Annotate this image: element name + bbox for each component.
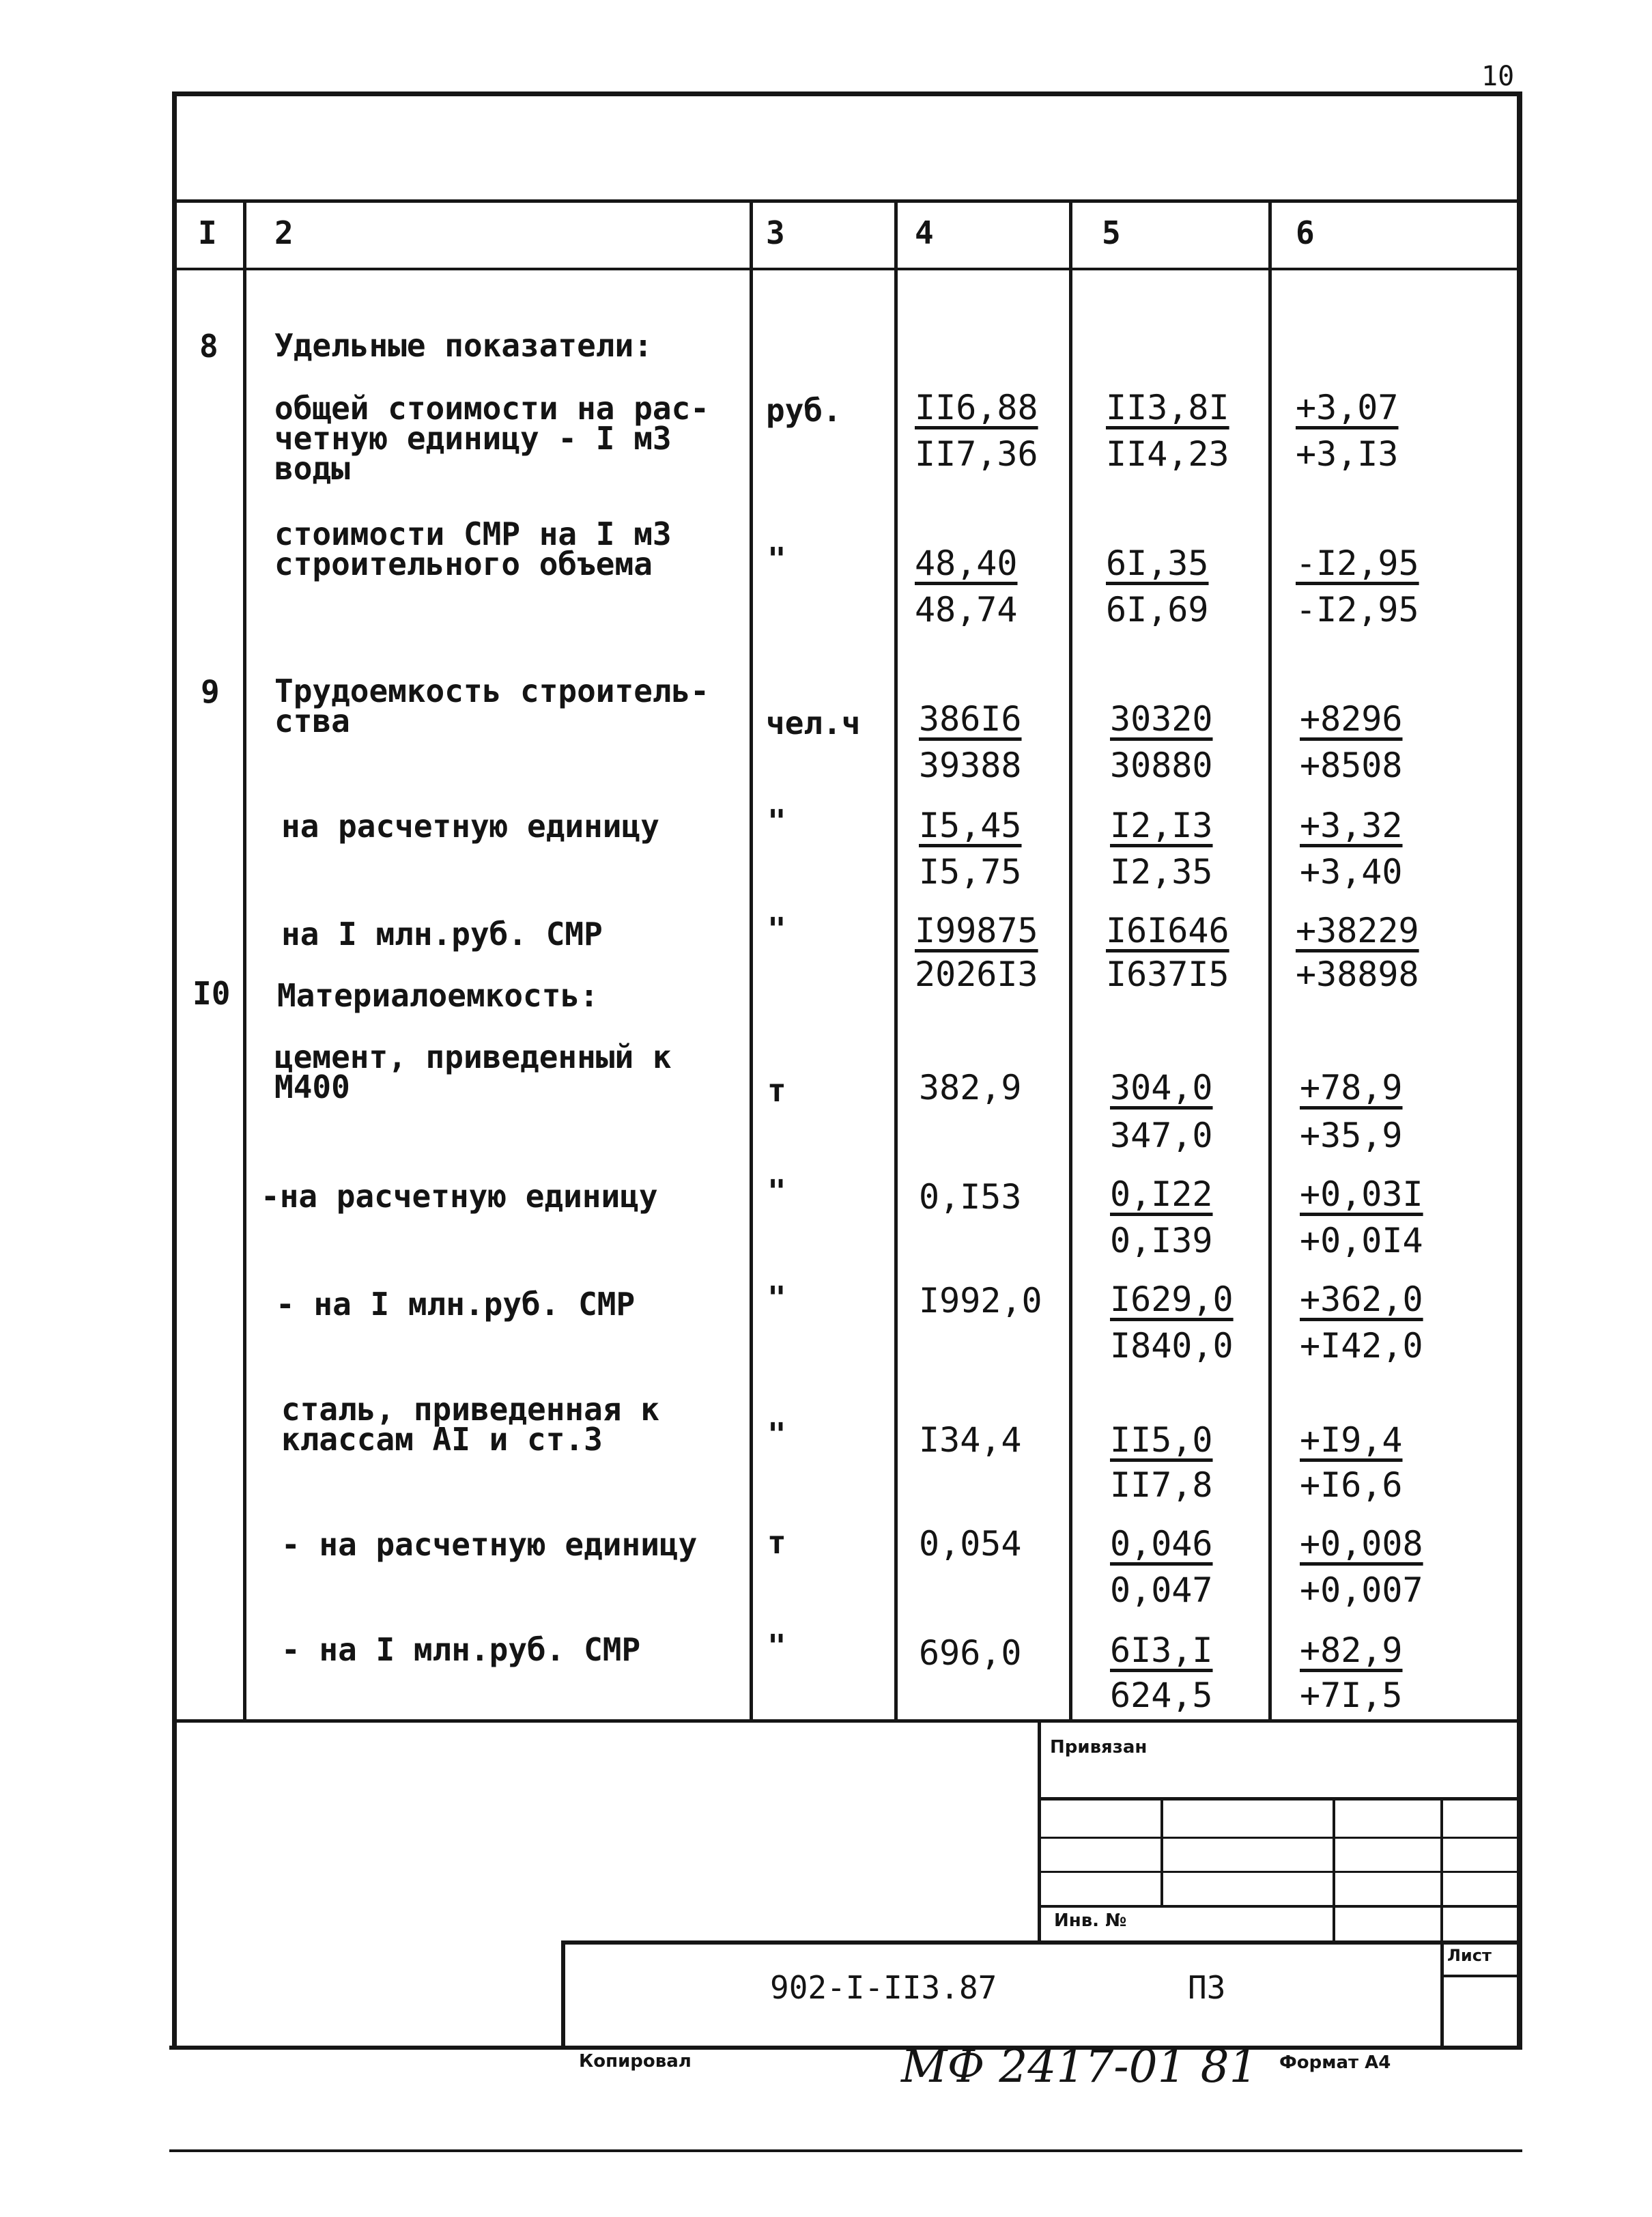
row-unit: чел.ч xyxy=(766,705,861,742)
value-col6-top: +3,32 xyxy=(1300,806,1403,845)
row-unit: " xyxy=(767,541,786,578)
value-col6-bottom: +8508 xyxy=(1300,746,1403,785)
value-col6-bottom: +I6,6 xyxy=(1300,1465,1403,1505)
stamp-list-hline xyxy=(1440,1975,1522,1977)
row-unit: " xyxy=(767,1280,786,1316)
value-col6-top: +362,0 xyxy=(1300,1280,1423,1319)
value-col5-top: 6I,35 xyxy=(1106,543,1209,583)
value-col5-top: 304,0 xyxy=(1110,1068,1213,1107)
value-col6-bottom: +0,007 xyxy=(1300,1570,1423,1610)
row-label-steel-per-unit: - на расчетную единицу xyxy=(281,1526,698,1563)
row-number-9: 9 xyxy=(201,673,220,710)
col-sep-2 xyxy=(750,199,753,1722)
col-sep-4 xyxy=(1069,199,1072,1722)
row-label-cmr-cost: стоимости СМР на I м3 строительного объема xyxy=(274,516,672,582)
row-label-labor-intensity: Трудоемкость строитель- ства xyxy=(274,673,709,739)
value-col4-bottom: 39388 xyxy=(919,746,1022,785)
value-col4-top: 48,40 xyxy=(915,543,1018,583)
row-unit: " xyxy=(767,1628,786,1665)
value-col5-bottom: I840,0 xyxy=(1110,1326,1234,1366)
value-col5-bottom: 624,5 xyxy=(1110,1676,1213,1715)
value-col4-top: 382,9 xyxy=(919,1068,1022,1107)
value-col6-bottom: +3,40 xyxy=(1300,852,1403,892)
value-col4-bottom: II7,36 xyxy=(915,434,1038,474)
handwritten-registration-number: МФ 2417-01 81 xyxy=(901,2040,1258,2093)
value-col4-top: 0,I53 xyxy=(919,1177,1022,1217)
value-col6-top: +78,9 xyxy=(1300,1068,1403,1107)
page-number: 10 xyxy=(1481,63,1515,90)
row-number-8: 8 xyxy=(199,328,218,365)
row-label-total-cost: общей стоимости на рас- четную единицу - I м3 воды xyxy=(274,390,709,487)
col-header-3: 3 xyxy=(766,214,785,251)
frame-right-border xyxy=(1517,91,1522,2050)
value-col5-top: I2,I3 xyxy=(1110,806,1213,845)
value-col6-bottom: +I42,0 xyxy=(1300,1326,1423,1366)
stamp-main-top-line xyxy=(561,1940,1522,1945)
value-col5-bottom: II4,23 xyxy=(1106,434,1229,474)
header-bottom-line xyxy=(172,268,1522,270)
stamp-inv-no-label: Инв. № xyxy=(1054,1910,1127,1931)
value-col6-top: +8296 xyxy=(1300,699,1403,739)
value-col4-top: 386I6 xyxy=(919,699,1022,739)
col-header-6: 6 xyxy=(1296,214,1315,251)
value-col4-top: I34,4 xyxy=(919,1420,1022,1460)
value-col5-top: 0,I22 xyxy=(1110,1174,1213,1214)
frame-top-border xyxy=(172,91,1522,96)
value-col5-top: 6I3,I xyxy=(1110,1630,1213,1670)
value-col6-top: +3,07 xyxy=(1296,388,1399,427)
row-label-cement-per-unit: -на расчетную единицу xyxy=(261,1178,658,1215)
value-col6-bottom: +35,9 xyxy=(1300,1116,1403,1155)
value-col5-top: 30320 xyxy=(1110,699,1213,739)
value-col5-top: II5,0 xyxy=(1110,1420,1213,1460)
value-col6-top: +0,03I xyxy=(1300,1174,1423,1214)
value-col5-bottom: 347,0 xyxy=(1110,1116,1213,1155)
stamp-grid-line xyxy=(1038,1871,1522,1873)
value-col6-bottom: +38898 xyxy=(1296,955,1419,994)
row-label-material-intensity: Материалоемкость: xyxy=(277,977,599,1014)
bottom-trim-line xyxy=(169,2149,1522,2152)
row-unit: " xyxy=(767,911,786,948)
value-col4-top: I5,45 xyxy=(919,806,1022,845)
value-col6-bottom: -I2,95 xyxy=(1296,590,1419,630)
value-col4-top: 696,0 xyxy=(919,1633,1022,1673)
row-label-per-unit: на расчетную единицу xyxy=(281,808,659,845)
table-bottom-line xyxy=(172,1719,1522,1723)
value-col5-bottom: I637I5 xyxy=(1106,955,1229,994)
row-unit: " xyxy=(767,1416,786,1453)
value-col6-bottom: +0,0I4 xyxy=(1300,1221,1423,1260)
stamp-privyazan-label: Привязан xyxy=(1050,1737,1148,1757)
col-header-1: I xyxy=(198,214,217,251)
row-label-steel: сталь, приведенная к классам АI и ст.3 xyxy=(281,1391,659,1458)
row-unit: т xyxy=(767,1072,786,1109)
stamp-grid-line xyxy=(1038,1905,1522,1908)
stamp-grid-line xyxy=(1038,1797,1522,1801)
value-col5-top: II3,8I xyxy=(1106,388,1229,427)
stamp-grid-line xyxy=(1038,1837,1522,1839)
value-col6-bottom: +3,I3 xyxy=(1296,434,1399,474)
row-number-10: I0 xyxy=(193,975,231,1012)
value-col4-top: I99875 xyxy=(915,911,1038,950)
value-col5-bottom: 0,I39 xyxy=(1110,1221,1213,1260)
stamp-main-left-line xyxy=(561,1940,565,2050)
row-unit: " xyxy=(767,1173,786,1210)
value-col5-bottom: 6I,69 xyxy=(1106,590,1209,630)
col-sep-5 xyxy=(1268,199,1272,1722)
value-col6-top: -I2,95 xyxy=(1296,543,1419,583)
col-header-4: 4 xyxy=(915,214,934,251)
format-label: Формат А4 xyxy=(1279,2052,1391,2073)
row-label-steel-per-million: - на I млн.руб. СМР xyxy=(281,1631,641,1668)
stamp-left-border xyxy=(1038,1719,1041,1945)
value-col5-bottom: II7,8 xyxy=(1110,1465,1213,1505)
stamp-grid-vline xyxy=(1333,1797,1335,1945)
stamp-grid-vline xyxy=(1440,1797,1443,1945)
value-col6-top: +82,9 xyxy=(1300,1630,1403,1670)
value-col5-top: I629,0 xyxy=(1110,1280,1234,1319)
value-col4-top: 0,054 xyxy=(919,1524,1022,1564)
row-unit: руб. xyxy=(766,392,842,429)
value-col6-top: +0,008 xyxy=(1300,1524,1423,1564)
col-sep-1 xyxy=(243,199,246,1722)
document-section: ПЗ xyxy=(1188,1969,1226,2006)
value-col4-bottom: 2026I3 xyxy=(915,955,1038,994)
frame-left-border xyxy=(172,91,177,2050)
value-col4-top: II6,88 xyxy=(915,388,1038,427)
stamp-list-vline xyxy=(1440,1940,1444,2050)
row-label-cement-per-million: - на I млн.руб. СМР xyxy=(276,1286,636,1323)
col-header-2: 2 xyxy=(274,214,294,251)
value-col4-bottom: I5,75 xyxy=(919,852,1022,892)
value-col5-top: I6I646 xyxy=(1106,911,1229,950)
value-col6-top: +I9,4 xyxy=(1300,1420,1403,1460)
row-label-per-million: на I млн.руб. СМР xyxy=(281,916,603,952)
value-col6-top: +38229 xyxy=(1296,911,1419,950)
value-col5-bottom: I2,35 xyxy=(1110,852,1213,892)
header-top-line xyxy=(172,199,1522,203)
col-sep-3 xyxy=(894,199,898,1722)
row-unit: " xyxy=(767,803,786,840)
stamp-list-label: Лист xyxy=(1447,1946,1492,1965)
value-col4-bottom: 48,74 xyxy=(915,590,1018,630)
value-col5-bottom: 30880 xyxy=(1110,746,1213,785)
stamp-grid-vline xyxy=(1160,1797,1163,1906)
row-label-specific-indicators: Удельные показатели: xyxy=(274,327,653,364)
document-code: 902-I-II3.87 xyxy=(770,1969,997,2006)
row-unit: т xyxy=(767,1524,786,1561)
value-col6-bottom: +7I,5 xyxy=(1300,1676,1403,1715)
value-col4-top: I992,0 xyxy=(919,1281,1042,1321)
value-col5-top: 0,046 xyxy=(1110,1524,1213,1564)
col-header-5: 5 xyxy=(1102,214,1121,251)
row-label-cement: цемент, приведенный к М400 xyxy=(274,1039,672,1105)
value-col5-bottom: 0,047 xyxy=(1110,1570,1213,1610)
copied-by-label: Копировал xyxy=(579,2051,692,2072)
frame-bottom-border xyxy=(169,2046,1522,2050)
